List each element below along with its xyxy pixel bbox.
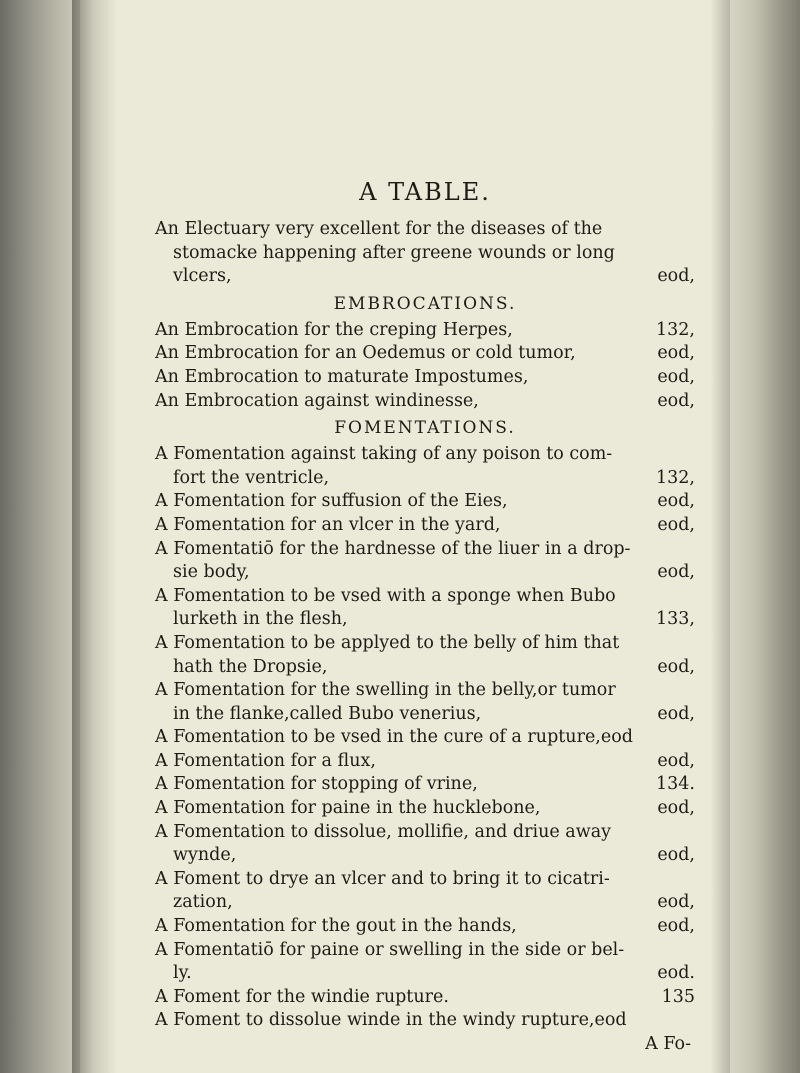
- entry-page-number: 133,: [656, 609, 695, 630]
- entry-line: A Foment to drye an vlcer and to bring it to cicatri-: [155, 868, 610, 889]
- toc-entry: [155, 342, 695, 366]
- toc-entry: [155, 986, 695, 1010]
- entry-line: An Embrocation against windinesse, eod,: [155, 390, 695, 414]
- entry-line: A Fomentation to be vsed with a sponge when Bubo: [155, 585, 616, 606]
- entry-page-number: eod,: [657, 562, 695, 583]
- entry-line: ly. eod.: [155, 962, 695, 986]
- entry-page-number: 132,: [656, 467, 695, 488]
- entry-line: A Fomentation for the swelling in the belly,or tumor: [155, 680, 616, 701]
- toc-entry: [155, 773, 695, 797]
- entry-line: A Fomentation for the gout in the hands, eod,: [155, 915, 695, 939]
- toc-entry: [155, 514, 695, 538]
- toc-entry: [155, 726, 695, 750]
- entry-page-number: eod,: [657, 916, 695, 937]
- entry-line: An Embrocation for the creping Herpes, 132,: [155, 319, 695, 343]
- entry-page-number: eod,: [657, 266, 695, 287]
- entry-line: A Fomentation for an vlcer in the yard, eod,: [155, 514, 695, 538]
- section-title: EMBROCATIONS.: [333, 293, 517, 314]
- intro-entry: [155, 218, 695, 289]
- toc-entry: [155, 821, 695, 868]
- entry-line: A Foment to dissolue winde in the windy rupture,eod: [155, 1010, 627, 1031]
- entry-line: A Fomentation for stopping of vrine, 134.: [155, 773, 695, 797]
- entry-line: wynde, eod,: [155, 844, 695, 868]
- entry-line: An Embrocation to maturate Impostumes, eod,: [155, 366, 695, 390]
- toc-entry: [155, 679, 695, 726]
- toc-entry: [155, 390, 695, 414]
- section-title: FOMENTATIONS.: [334, 418, 516, 439]
- entry-page-number: eod,: [657, 750, 695, 771]
- book-gutter: [72, 0, 116, 1073]
- entry-page-number: eod.: [657, 963, 695, 984]
- toc-entry: [155, 538, 695, 585]
- entry-line: A Fomentatiō for paine or swelling in the side or bel-: [155, 939, 625, 960]
- toc-entry: [155, 750, 695, 774]
- entry-line: An Electuary very excellent for the diseases of the: [155, 219, 603, 239]
- entry-line: A Fomentation for suffusion of the Eies, eod,: [155, 490, 695, 514]
- entry-line: A Fomentation to be vsed in the cure of a rupture,eod: [155, 727, 633, 748]
- toc-entry: [155, 939, 695, 986]
- toc-entry: [155, 490, 695, 514]
- entry-page-number: eod,: [657, 892, 695, 913]
- entry-line: zation, eod,: [155, 891, 695, 915]
- entry-page-number: 134.: [656, 774, 695, 795]
- entry-line: A Fomentatiō for the hardnesse of the liuer in a drop-: [155, 538, 631, 559]
- toc-entry: [155, 797, 695, 821]
- entry-page-number: eod,: [657, 845, 695, 866]
- toc-entry: [155, 366, 695, 390]
- entry-line: lurketh in the flesh, 133,: [155, 608, 695, 632]
- entry-line: A Fomentation against taking of any poison to com-: [155, 444, 613, 465]
- page-fold-shadow: [710, 0, 730, 1073]
- entry-page-number: 135: [661, 986, 695, 1007]
- table-of-contents: [155, 218, 695, 1057]
- toc-entry: [155, 632, 695, 679]
- toc-entry: [155, 1009, 695, 1033]
- right-page-edge: [730, 0, 800, 1073]
- entry-page-number: eod,: [657, 656, 695, 677]
- toc-entry: [155, 915, 695, 939]
- entry-line: fort the ventricle, 132,: [155, 467, 695, 491]
- entry-page-number: eod,: [657, 703, 695, 724]
- entry-line: stomacke happening after greene wounds or long: [173, 242, 615, 263]
- entry-line: A Foment for the windie rupture. 135: [155, 986, 695, 1010]
- entry-line: An Embrocation for an Oedemus or cold tumor, eod,: [155, 342, 695, 366]
- entry-page-number: 132,: [656, 319, 695, 340]
- entry-line: A Fomentation to be applyed to the belly of him that: [155, 632, 620, 653]
- page-header: A TABLE.: [359, 178, 491, 206]
- entry-page-number: eod,: [657, 491, 695, 512]
- entry-page-number: eod,: [657, 366, 695, 387]
- entry-line: vlcers, eod,: [155, 265, 695, 289]
- entry-line: A Fomentation for paine in the hucklebone, eod,: [155, 797, 695, 821]
- entry-line: sie body, eod,: [155, 561, 695, 585]
- entry-line: A Fomentation to dissolue, mollifie, and driue away: [155, 821, 612, 842]
- entry-line: A Fomentation for a flux, eod,: [155, 750, 695, 774]
- entry-line: in the flanke,called Bubo venerius, eod,: [155, 703, 695, 727]
- toc-entry: [155, 319, 695, 343]
- sections: [155, 289, 695, 1033]
- catchword: A Fo-: [645, 1034, 691, 1054]
- toc-entry: [155, 443, 695, 490]
- entry-page-number: eod,: [657, 390, 695, 411]
- entry-page-number: eod,: [657, 514, 695, 535]
- toc-entry: [155, 585, 695, 632]
- entry-page-number: eod,: [657, 798, 695, 819]
- entry-line: hath the Dropsie, eod,: [155, 656, 695, 680]
- toc-entry: [155, 868, 695, 915]
- left-page-edge: [0, 0, 80, 1073]
- entry-page-number: eod,: [657, 343, 695, 364]
